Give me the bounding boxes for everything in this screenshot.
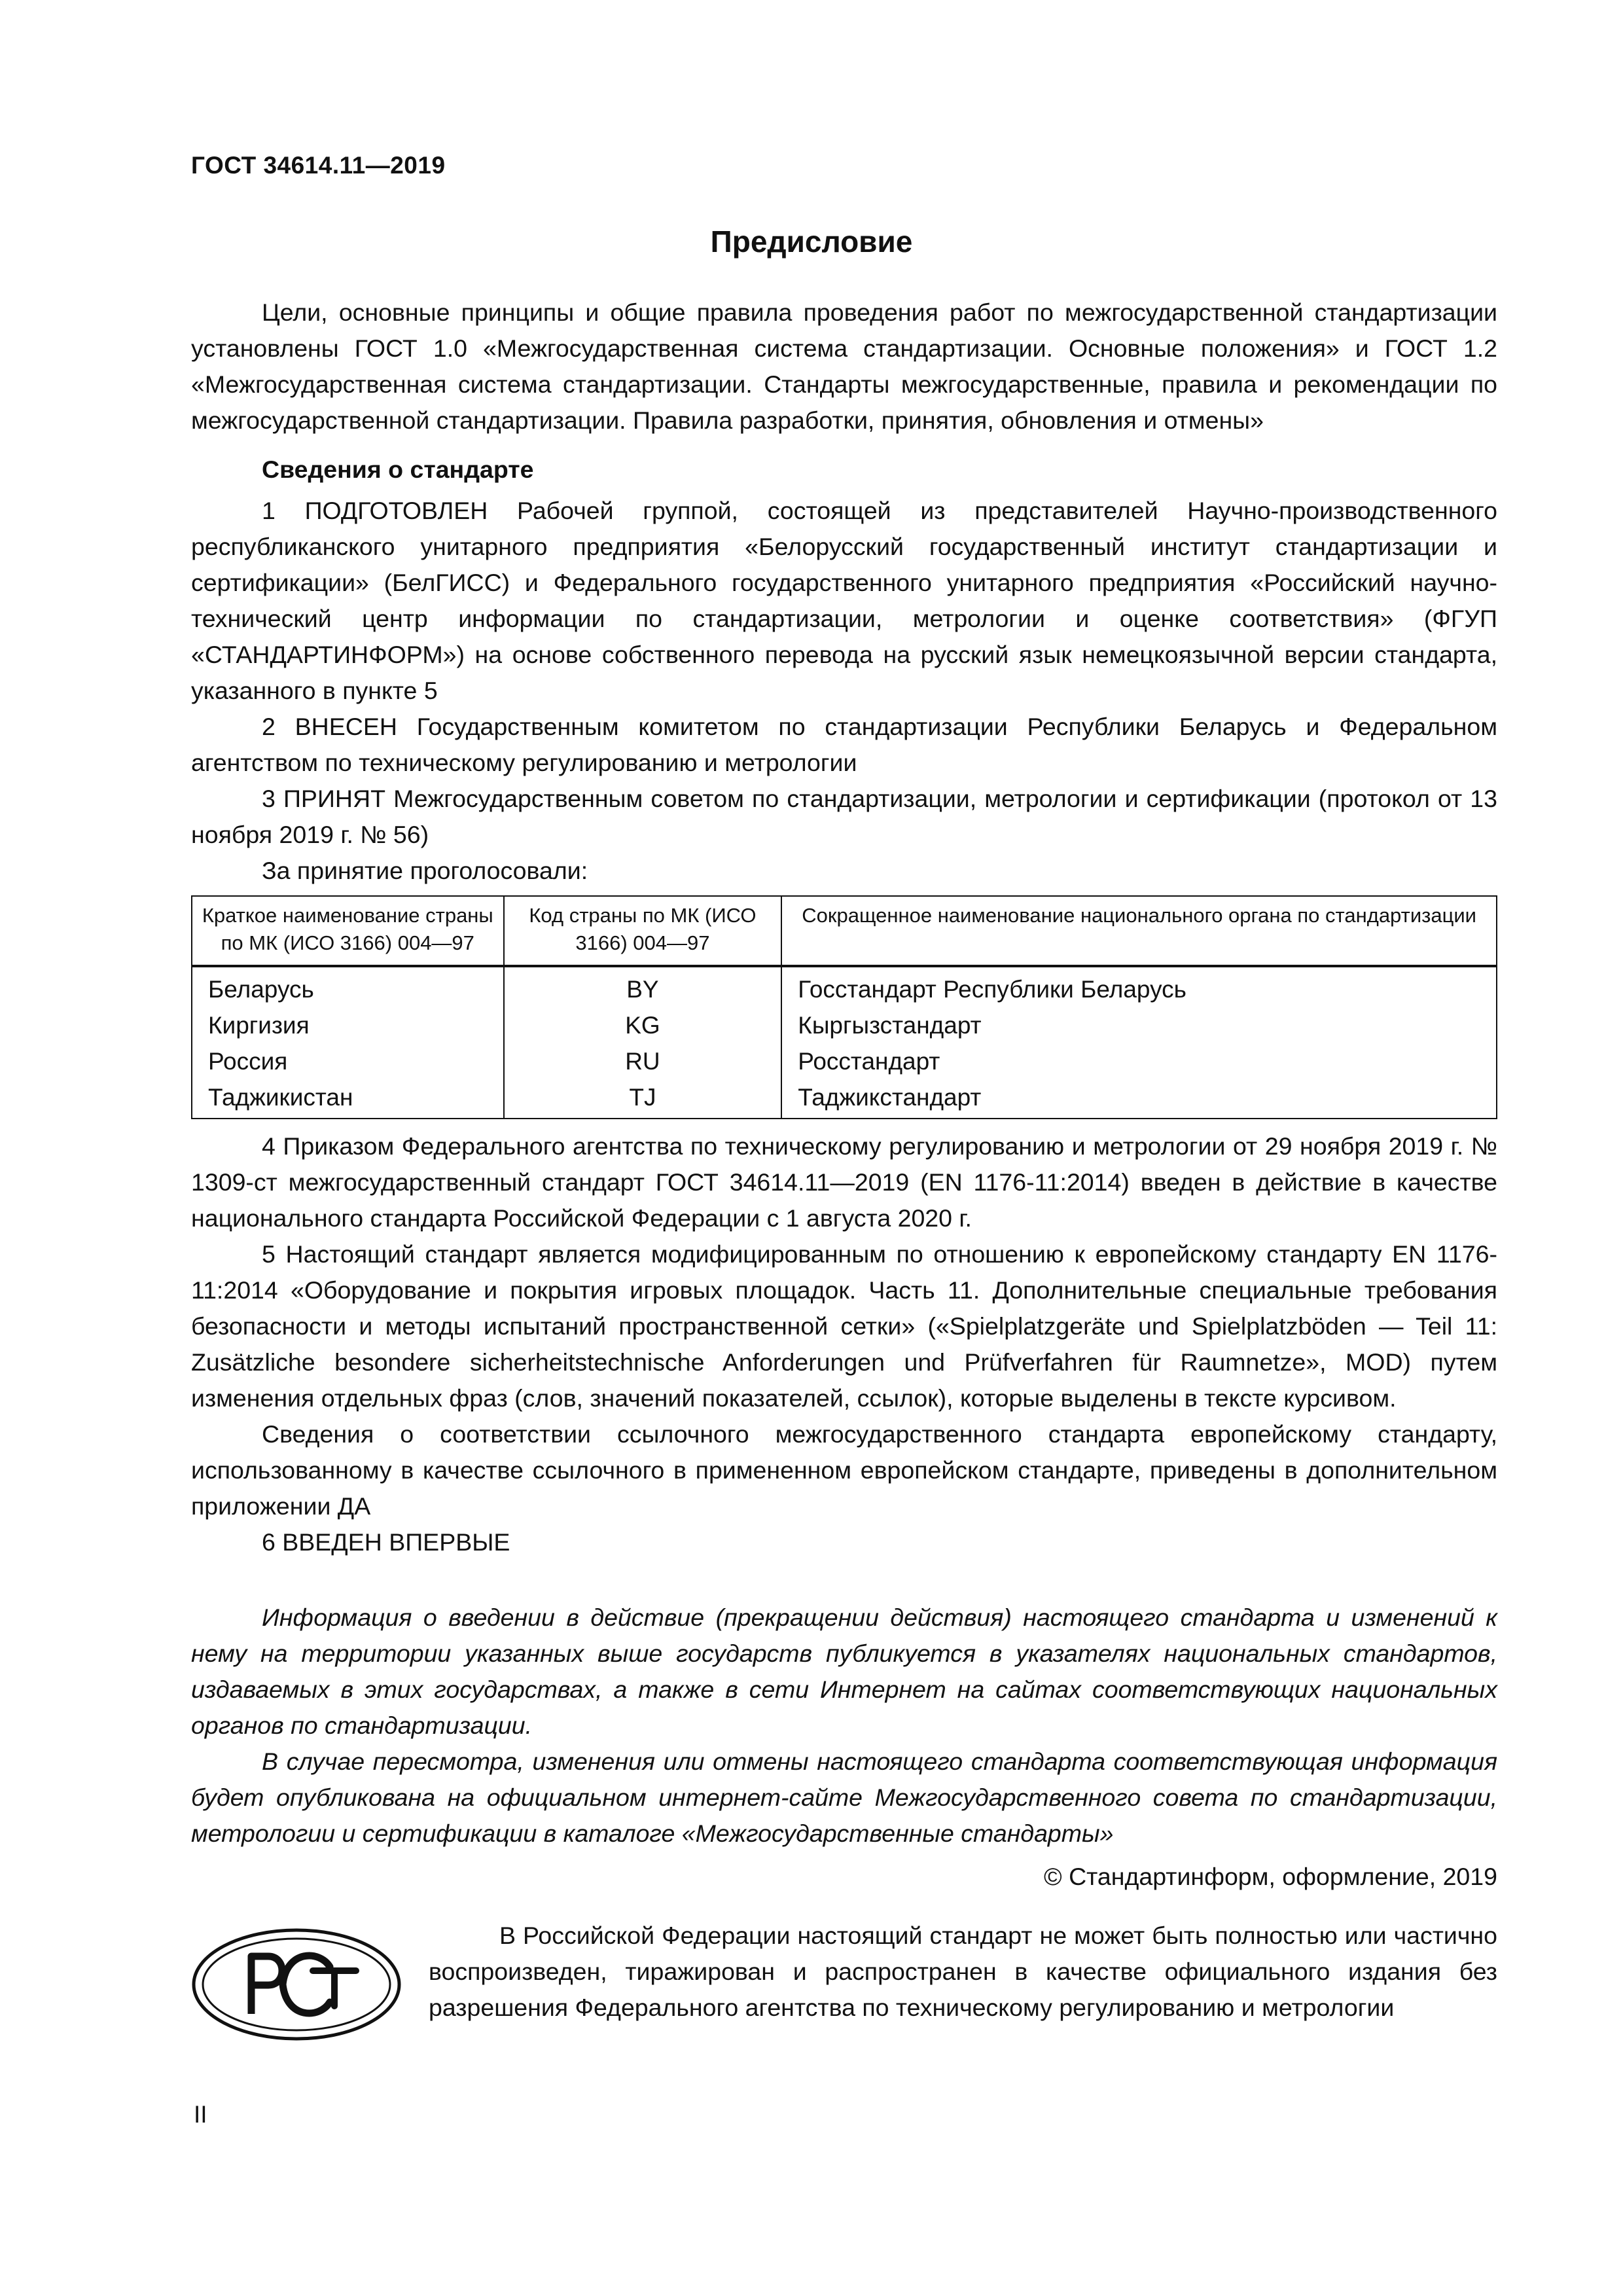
copyright-line: © Стандартинформ, оформление, 2019 [1044,1863,1497,1890]
table-header-body: Сокращенное наименование национального органа по стандартизации [781,896,1497,966]
document-body [191,295,1497,1852]
intro-paragraph: Цели, основные принципы и общие правила проведения работ по межгосударственной стандартизации установлены ГОСТ 1.0 «Межгосударственная система стандартизации. Основные положения» и ГОСТ 1.2 «Межгосударственная система стандартизации. Стандарты межгосударственные, правила и рекомендации по межгосударственной стандартизации. Правила разработки, принятия, обновления и отмены» [191,298,1497,434]
item-2-paragraph: 2 ВНЕСЕН Государственным комитетом по стандартизации Республики Беларусь и Федеральном агентством по техническому регулированию и метрологии [191,713,1497,776]
item-5-note-paragraph: Сведения о соответствии ссылочного межгосударственного стандарта европейскому стандарту, использованному в качестве ссылочного в примененном европейском стандарте, приведены в дополнительном приложении ДА [191,1420,1497,1520]
info-paragraph-2: В случае пересмотра, изменения или отмены настоящего стандарта соответствующая информация будет опубликована на официальном интернет-сайте Межгосударственного совета по стандартизации, метрологии и сертификации в каталоге «Межгосударственные стандарты» [191,1748,1497,1847]
item-6-paragraph: 6 ВВЕДЕН ВПЕРВЫЕ [262,1528,510,1556]
document-header: ГОСТ 34614.11—2019 [191,152,446,179]
voted-label: За принятие проголосовали: [262,857,588,884]
table-row [192,1079,1497,1119]
table-header-row [192,896,1497,966]
member-states-table [191,895,1497,1119]
section-heading: Сведения о стандарте [262,456,534,483]
country-cell: Таджикистан [192,1079,504,1119]
code-cell: KG [504,1007,782,1043]
table-row [192,1007,1497,1043]
item-4-paragraph: 4 Приказом Федерального агентства по техническому регулированию и метрологии от 29 ноября 2019 г. № 1309-ст межгосударственный стандарт ГОСТ 34614.11—2019 (EN 1176-11:2014) введен в действие в качестве национального стандарта Российской Федерации с 1 августа 2020 г. [191,1132,1497,1232]
body-cell: Госстандарт Республики Беларусь [781,966,1497,1007]
country-cell: Беларусь [192,966,504,1007]
item-3-paragraph: 3 ПРИНЯТ Межгосударственным советом по стандартизации, метрологии и сертификации (протокол от 13 ноября 2019 г. № 56) [191,785,1497,848]
page-number: II [194,2101,207,2128]
item-5-paragraph: 5 Настоящий стандарт является модифицированным по отношению к европейскому стандарту EN 1176-11:2014 «Оборудование и покрытия игровых площадок. Часть 11. Дополнительные специальные требования безопасности и методы испытаний пространственной сетки» («Spielplatzgeräte und Spielplatzböden — Teil 11: Zusätzliche besondere sicherheitstechnische Anforderungen und Prüfverfahren für Raumnetze», MOD) путем изменения отдельных фраз (слов, значений показателей, ссылок), которые выделены в тексте курсивом. [191,1240,1497,1412]
body-cell: Росстандарт [781,1043,1497,1079]
info-paragraph-1: Информация о введении в действие (прекращении действия) настоящего стандарта и изменений к нему на территории указанных выше государств публикуется в указателях национальных стандартов, издаваемых в этих государствах, а также в сети Интернет на сайтах соответствующих национальных органов по стандартизации. [191,1604,1497,1739]
country-cell: Россия [192,1043,504,1079]
code-cell: BY [504,966,782,1007]
table-row [192,966,1497,1007]
table-header-code: Код страны по МК (ИСО 3166) 004—97 [504,896,782,966]
page-title: Предисловие [710,224,913,259]
country-cell: Киргизия [192,1007,504,1043]
body-cell: Таджикстандарт [781,1079,1497,1119]
table-row [192,1043,1497,1079]
code-cell: RU [504,1043,782,1079]
copyright-notice: В Российской Федерации настоящий стандарт не может быть полностью или частично воспроизведен, тиражирован и распространен в качестве официального издания без разрешения Федерального агентства по техническому регулированию и метрологии [429,1922,1497,2021]
body-cell: Кыргызстандарт [781,1007,1497,1043]
table-header-country: Краткое наименование страны по МК (ИСО 3166) 004—97 [192,896,504,966]
code-cell: TJ [504,1079,782,1119]
item-1-paragraph: 1 ПОДГОТОВЛЕН Рабочей группой, состоящей из представителей Научно-производственного республиканского унитарного предприятия «Белорусский государственный институт стандартизации и сертификации» (БелГИСС) и Федерального государственного унитарного предприятия «Российский научно-технический центр информации по стандартизации, метрологии и оценке соответствия» (ФГУП «СТАНДАРТИНФОРМ») на основе собственного перевода на русский язык немецкоязычной версии стандарта, указанного в пункте 5 [191,497,1497,704]
rst-logo-icon [191,1928,402,2041]
